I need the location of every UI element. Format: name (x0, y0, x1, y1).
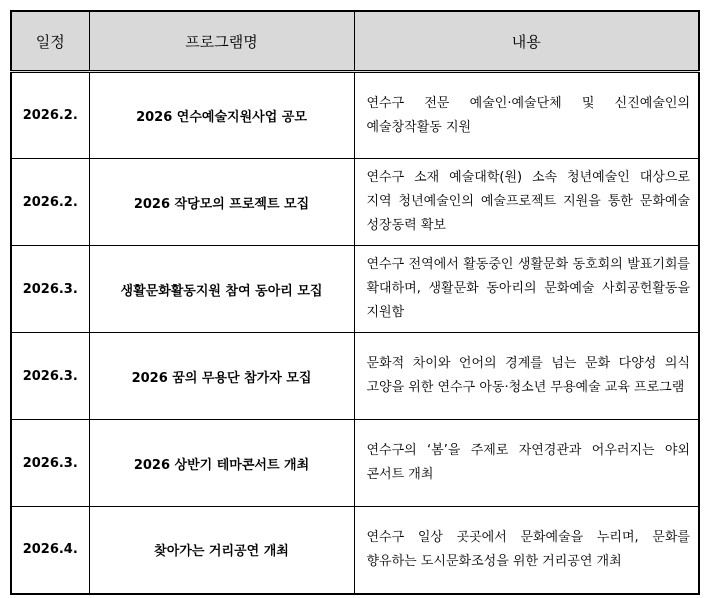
header-row (11, 11, 699, 72)
row-date: 2026.3. (11, 420, 89, 507)
header-description: 내용 (354, 11, 699, 72)
row-date: 2026.4. (11, 507, 89, 594)
table-row (11, 159, 699, 246)
row-description: 연수구 일상 곳곳에서 문화예술을 누리며, 문화를 향유하는 도시문화조성을 위한 거리공연 개최 (354, 507, 699, 594)
schedule-table-container (10, 10, 700, 595)
program-schedule-table (10, 10, 700, 595)
row-date: 2026.3. (11, 246, 89, 333)
table-row (11, 420, 699, 507)
row-description: 연수구 소재 예술대학(원) 소속 청년예술인 대상으로 지역 청년예술인의 예술프로젝트 지원을 통한 문화예술 성장동력 확보 (354, 159, 699, 246)
row-program: 2026 상반기 테마콘서트 개최 (89, 420, 354, 507)
row-description: 문화적 차이와 언어의 경계를 넘는 문화 다양성 의식 고양을 위한 연수구 아동·청소년 무용예술 교육 프로그램 (354, 333, 699, 420)
row-description: 연수구 전문 예술인·예술단체 및 신진예술인의 예술창작활동 지원 (354, 72, 699, 159)
row-program: 2026 꿈의 무용단 참가자 모집 (89, 333, 354, 420)
table-body (11, 72, 699, 594)
row-program: 찾아가는 거리공연 개최 (89, 507, 354, 594)
table-row (11, 333, 699, 420)
table-row (11, 507, 699, 594)
row-date: 2026.2. (11, 72, 89, 159)
row-date: 2026.2. (11, 159, 89, 246)
table-row (11, 246, 699, 333)
row-program: 생활문화활동지원 참여 동아리 모집 (89, 246, 354, 333)
table-header (11, 11, 699, 72)
row-description: 연수구의 ‘봄’을 주제로 자연경관과 어우러지는 야외 콘서트 개최 (354, 420, 699, 507)
row-description: 연수구 전역에서 활동중인 생활문화 동호회의 발표기회를 확대하며, 생활문화 동아리의 문화예술 사회공헌활동을 지원함 (354, 246, 699, 333)
header-date: 일정 (11, 11, 89, 72)
row-program: 2026 연수예술지원사업 공모 (89, 72, 354, 159)
table-row (11, 72, 699, 159)
row-program: 2026 작당모의 프로젝트 모집 (89, 159, 354, 246)
row-date: 2026.3. (11, 333, 89, 420)
header-program: 프로그램명 (89, 11, 354, 72)
